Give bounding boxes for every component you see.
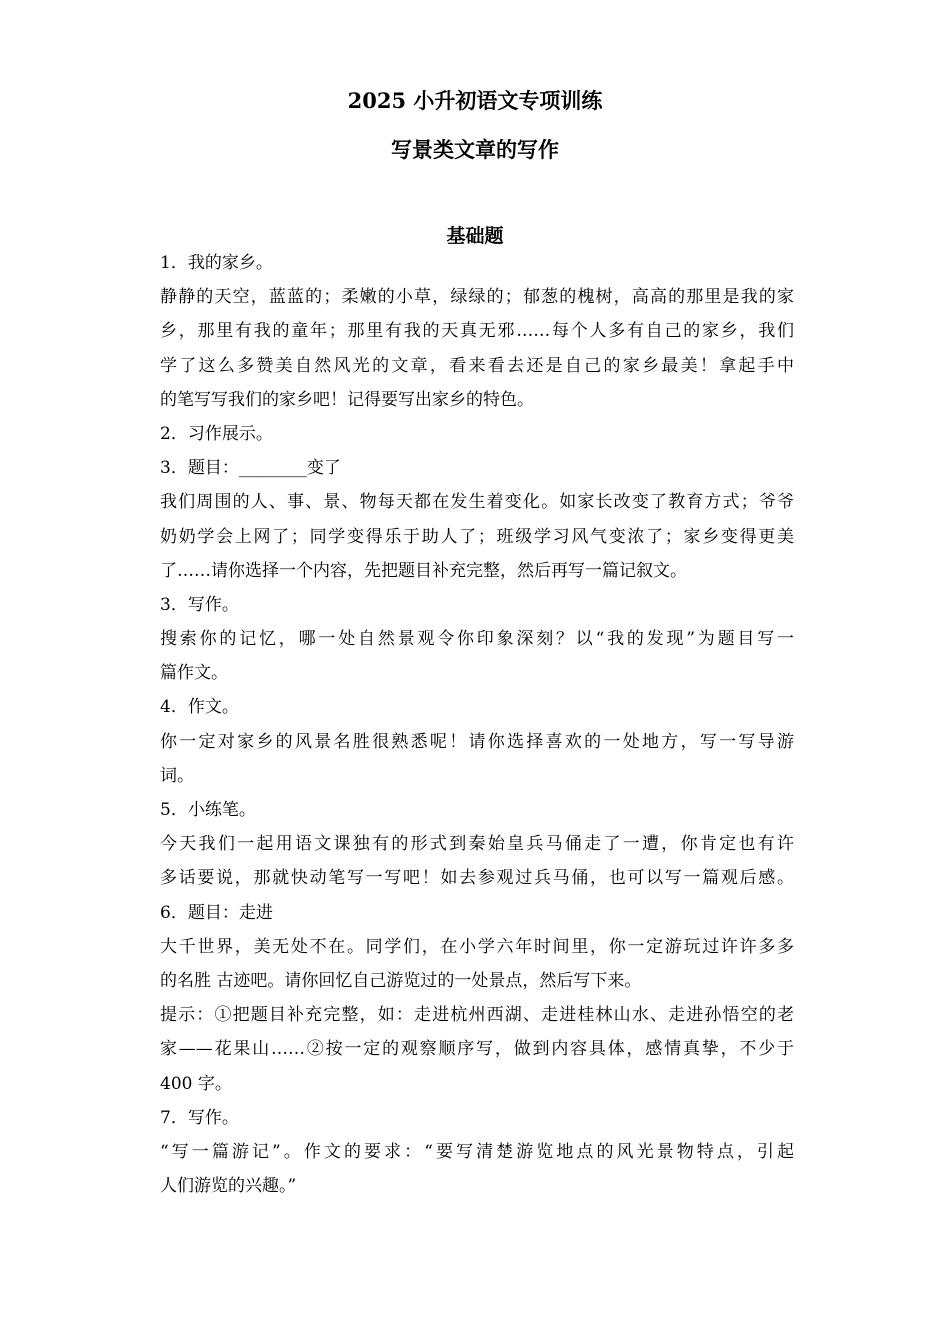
text-line: 你一定对家乡的风景名胜很熟悉呢！请你选择喜欢的一处地方，写一写导游 (160, 731, 794, 752)
text-line: 6．题目：走进 (160, 902, 273, 923)
text-line: 2．习作展示。 (160, 423, 273, 444)
section-heading: 基础题 (446, 225, 504, 247)
text-line: 学了这么多赞美自然风光的文章，看来看去还是自己的家乡最美！拿起手中 (160, 355, 794, 376)
text-line: 了……请你选择一个内容，先把题目补充完整，然后再写一篇记叙文。 (160, 560, 687, 581)
text-line: 人们游览的兴趣。” (160, 1176, 297, 1197)
text-line: 静静的天空，蓝蓝的；柔嫩的小草，绿绿的；郁葱的槐树，高高的那里是我的家 (160, 287, 794, 308)
text-line: “写一篇游记”。作文的要求：“要写清楚游览地点的风光景物特点，引起 (160, 1141, 794, 1162)
text-line: 5．小练笔。 (160, 800, 256, 820)
text-line: 400 字。 (160, 1073, 232, 1094)
document-subtitle: 写景类文章的写作 (391, 137, 559, 162)
text-line: 篇作文。 (160, 663, 228, 684)
document-title: 2025 小升初语文专项训练 (347, 88, 603, 113)
text-line: 奶奶学会上网了；同学变得乐于助人了；班级学习风气变浓了；家乡变得更美 (160, 526, 794, 547)
text-line: 多话要说，那就快动笔写一写吧！如去参观过兵马俑，也可以写一篇观后感。 (160, 868, 794, 889)
text-line: 大千世界，美无处不在。同学们，在小学六年时间里，你一定游玩过许许多多 (160, 936, 794, 957)
text-line: 搜索你的记忆，哪一处自然景观令你印象深刻？以“我的发现”为题目写一 (160, 629, 794, 650)
text-line: 1．我的家乡。 (160, 253, 273, 273)
document-body (160, 246, 794, 1203)
text-line: 的名胜 古迹吧。请你回忆自己游览过的一处景点，然后写下来。 (160, 970, 642, 991)
text-line: 4．作文。 (160, 697, 239, 718)
text-line: 3．写作。 (160, 594, 239, 615)
text-line: 今天我们一起用语文课独有的形式到秦始皇兵马俑走了一遭，你肯定也有许 (160, 834, 794, 855)
text-line: 我们周围的人、事、景、物每天都在发生着变化。如家长改变了教育方式；爷爷 (160, 492, 794, 513)
text-line: 家——花果山……②按一定的观察顺序写，做到内容具体，感情真挚，不少于 (160, 1039, 794, 1060)
text-line: 7．写作。 (160, 1107, 239, 1128)
text-line: 词。 (160, 765, 194, 786)
text-line: 3．题目：________变了 (160, 458, 341, 479)
text-line: 提示：①把题目补充完整，如：走进杭州西湖、走进桂林山水、走进孙悟空的老 (160, 1005, 794, 1026)
text-line: 的笔写写我们的家乡吧！记得要写出家乡的特色。 (160, 389, 534, 410)
text-line: 乡，那里有我的童年；那里有我的天真无邪……每个人多有自己的家乡，我们 (160, 321, 794, 342)
